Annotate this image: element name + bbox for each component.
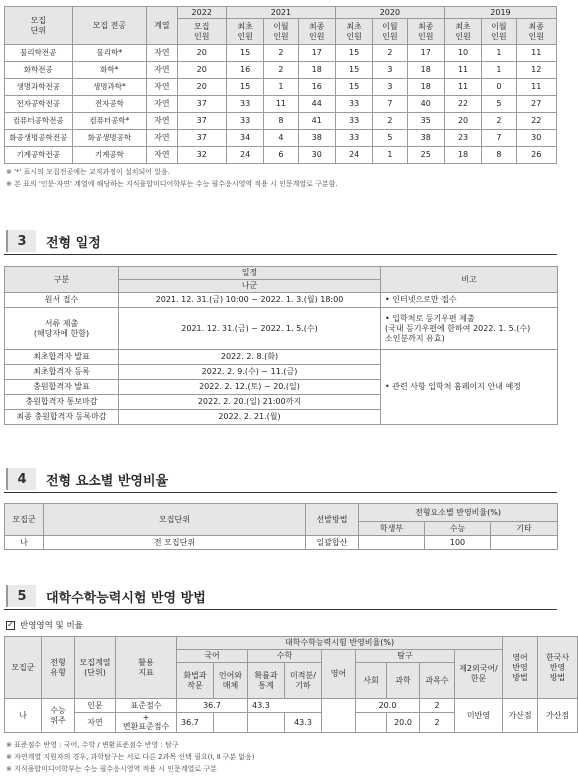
row-value: 44 — [298, 96, 335, 113]
th-first: 최초 인원 — [444, 19, 481, 45]
csat-social-value: 20.0 — [356, 699, 420, 713]
csat-count-value: 2 — [420, 699, 455, 713]
row-value: 25 — [407, 147, 444, 164]
row-value: 2 — [264, 62, 298, 79]
ratio-group: 나 — [5, 536, 44, 550]
csat-note-1: ※ 표준점수 반영 : 국어, 수학 / 변환표준점수 반영 : 탐구 — [6, 741, 179, 749]
th-2021: 2021 — [226, 7, 335, 19]
row-value: 4 — [264, 130, 298, 147]
table-row — [5, 113, 557, 130]
th-division: 구분 — [5, 267, 119, 293]
csat-eng-method: 가산점 — [503, 699, 538, 733]
row-value: 11 — [516, 45, 556, 62]
row-unit: 물리학전공 — [5, 45, 73, 62]
th-track: 모집계열 (단위) — [75, 637, 116, 699]
th-carry: 이월 인원 — [482, 19, 516, 45]
row-value: 17 — [298, 45, 335, 62]
row-value: 33 — [335, 130, 372, 147]
row-value: 16 — [226, 62, 263, 79]
section-3-title: 전형 일정 — [46, 235, 101, 251]
ratio-unit: 전 모집단위 — [44, 536, 306, 550]
table-row — [5, 96, 557, 113]
row-unit: 전자공학전공 — [5, 96, 73, 113]
th-first: 최초 인원 — [226, 19, 263, 45]
th-major: 모집 전공 — [72, 7, 147, 45]
th-science: 과학 — [387, 663, 420, 699]
row-value: 38 — [407, 130, 444, 147]
row-value: 10 — [444, 45, 481, 62]
csat-math-value: 43.3 — [248, 699, 322, 713]
row-value: 24 — [226, 147, 263, 164]
row-track: 자연 — [147, 130, 177, 147]
th-ratio: 전형요소별 반영비율(%) — [359, 504, 558, 522]
row-value: 11 — [264, 96, 298, 113]
csat-social-empty — [356, 713, 387, 733]
row-value: 15 — [226, 79, 263, 96]
th-csat-ratio: 대학수학능력시험 반영비율(%) — [177, 637, 503, 650]
th-lang2: 제2외국어/ 한문 — [455, 650, 503, 699]
schedule-table-wrap — [4, 266, 557, 425]
row-value: 7 — [373, 96, 407, 113]
row-value: 11 — [444, 79, 481, 96]
row-track: 자연 — [147, 79, 177, 96]
th-index: 활용 지표 — [116, 637, 177, 699]
th-carry: 이월 인원 — [373, 19, 407, 45]
section-4-header — [6, 468, 168, 490]
th-type: 전형 유형 — [42, 637, 75, 699]
ratio-csat: 100 — [425, 536, 491, 550]
schedule-date: 2022. 2. 8.(화) — [119, 350, 381, 365]
row-value: 33 — [226, 96, 263, 113]
section-3-divider — [4, 254, 557, 255]
row-value: 37 — [177, 96, 226, 113]
csat-kor-value: 36.7 — [177, 699, 248, 713]
row-value: 26 — [516, 147, 556, 164]
row-value: 2 — [373, 113, 407, 130]
schedule-remark: • 관련 사항 입학처 홈페이지 안내 예정 — [381, 350, 558, 425]
row-value: 18 — [444, 147, 481, 164]
section-3-number: 3 — [6, 230, 36, 252]
schedule-remark: • 입학처로 등기우편 제출 (국내 등기우편에 한하여 2022. 1. 5.(수) 소인분까지 유효) — [381, 308, 558, 350]
row-value: 32 — [177, 147, 226, 164]
row-track: 자연 — [147, 62, 177, 79]
csat-note-2: ※ 자연계열 지원자의 경우, 과학탐구는 서로 다른 2과목 선택 필요(Ⅰ, Ⅱ 구분 없음) — [6, 753, 255, 761]
row-major: 컴퓨터공학* — [72, 113, 147, 130]
row-track: 자연 — [147, 113, 177, 130]
row-track: 자연 — [147, 147, 177, 164]
row-value: 20 — [444, 113, 481, 130]
th-etc: 기타 — [491, 522, 558, 536]
th-unit: 모집단위 — [44, 504, 306, 536]
row-value: 2 — [264, 45, 298, 62]
row-value: 18 — [407, 62, 444, 79]
th-kor-media: 언어와 매체 — [214, 663, 248, 699]
row-value: 2 — [482, 113, 516, 130]
row-major: 화공생명공학 — [72, 130, 147, 147]
row-value: 6 — [264, 147, 298, 164]
row-unit: 컴퓨터공학전공 — [5, 113, 73, 130]
th-2020: 2020 — [335, 7, 444, 19]
schedule-remark: • 인터넷으로만 접수 — [381, 293, 558, 308]
ratio-table — [4, 503, 558, 550]
th-schedule: 일정 — [119, 267, 381, 280]
row-value: 30 — [516, 130, 556, 147]
schedule-date: 2021. 12. 31.(금) ~ 2022. 1. 5.(수) — [119, 308, 381, 350]
row-value: 41 — [298, 113, 335, 130]
th-math-calc: 미적분/ 기하 — [285, 663, 322, 699]
th-track: 계열 — [147, 7, 177, 45]
row-value: 3 — [373, 62, 407, 79]
th-hist-method: 한국사 반영 방법 — [538, 637, 578, 699]
table-row — [5, 62, 557, 79]
schedule-table — [4, 266, 558, 425]
row-value: 15 — [335, 79, 372, 96]
row-value: 5 — [482, 96, 516, 113]
th-korean: 국어 — [177, 650, 248, 663]
th-social: 사회 — [356, 663, 387, 699]
row-value: 37 — [177, 130, 226, 147]
row-value: 16 — [298, 79, 335, 96]
row-unit: 기계공학전공 — [5, 147, 73, 164]
section-5-subheading — [6, 619, 83, 631]
csat-count-value: 2 — [420, 713, 455, 733]
ratio-etc — [491, 536, 558, 550]
schedule-label: 최초합격자 발표 — [5, 350, 119, 365]
row-value: 22 — [444, 96, 481, 113]
row-value: 15 — [226, 45, 263, 62]
section-5-subheading-text: 반영영역 및 비율 — [20, 621, 83, 631]
th-2019: 2019 — [444, 7, 556, 19]
section-5-header — [6, 585, 206, 607]
row-value: 18 — [298, 62, 335, 79]
table1-note-2: ※ 본 표의 '인문·자연' 계열에 해당하는 지식융합미디어학부는 수능 필수응시영역 적용 시 인문계열로 구분함. — [6, 180, 338, 188]
row-major: 생명과학* — [72, 79, 147, 96]
th-recruit: 모집 인원 — [177, 19, 226, 45]
row-value: 30 — [298, 147, 335, 164]
th-group-na: 나군 — [119, 280, 381, 293]
row-value: 22 — [516, 113, 556, 130]
th-csat: 수능 — [425, 522, 491, 536]
row-value: 11 — [444, 62, 481, 79]
table-row — [5, 130, 557, 147]
th-carry: 이월 인원 — [264, 19, 298, 45]
row-value: 1 — [482, 45, 516, 62]
csat-type: 수능 위주 — [42, 699, 75, 733]
table1-note-1: ※ '*' 표시의 모집전공에는 교직과정이 설치되어 있음. — [6, 168, 171, 176]
section-5-number: 5 — [6, 585, 36, 607]
ratio-method: 일괄합산 — [306, 536, 359, 550]
recruitment-table — [4, 6, 557, 164]
schedule-label: 충원합격자 발표 — [5, 380, 119, 395]
row-value: 40 — [407, 96, 444, 113]
checkbox-checked-icon: ✓ — [7, 620, 14, 629]
row-unit: 화학전공 — [5, 62, 73, 79]
row-major: 물리학* — [72, 45, 147, 62]
schedule-date: 2022. 2. 9.(수) ~ 11.(금) — [119, 365, 381, 380]
row-value: 7 — [482, 130, 516, 147]
ratio-record — [359, 536, 425, 550]
table-row — [5, 45, 557, 62]
th-kor-speech: 화법과 작문 — [177, 663, 214, 699]
csat-hist-method: 가산점 — [538, 699, 578, 733]
csat-note-3: ※ 지식융합미디어학부는 수능 필수응시영역 적용 시 인문계열로 구분 — [6, 765, 217, 773]
row-value: 5 — [373, 130, 407, 147]
csat-track-humanities: 인문 — [75, 699, 116, 713]
ratio-table-wrap — [4, 503, 557, 550]
schedule-label: 충원합격자 통보마감 — [5, 395, 119, 410]
row-track: 자연 — [147, 96, 177, 113]
th-english: 영어 — [322, 650, 356, 699]
th-2022: 2022 — [177, 7, 226, 19]
table-row — [5, 147, 557, 164]
schedule-date: 2021. 12. 31.(금) 10:00 ~ 2022. 1. 3.(월) 18:00 — [119, 293, 381, 308]
csat-group: 나 — [5, 699, 42, 733]
th-math-stat: 확률과 통계 — [248, 663, 285, 699]
th-method: 선발방법 — [306, 504, 359, 536]
row-track: 자연 — [147, 45, 177, 62]
th-first: 최초 인원 — [335, 19, 372, 45]
row-value: 1 — [264, 79, 298, 96]
row-value: 37 — [177, 113, 226, 130]
schedule-label: 서류 제출 (해당자에 한함) — [5, 308, 119, 350]
th-inquiry: 탐구 — [356, 650, 455, 663]
th-final: 최종 인원 — [298, 19, 335, 45]
csat-eng-value — [322, 699, 356, 733]
row-value: 2 — [373, 45, 407, 62]
row-value: 1 — [482, 62, 516, 79]
row-value: 38 — [298, 130, 335, 147]
th-math: 수학 — [248, 650, 322, 663]
csat-index-1: 표준점수 — [116, 699, 177, 713]
row-major: 전자공학 — [72, 96, 147, 113]
row-value: 20 — [177, 45, 226, 62]
row-value: 33 — [335, 113, 372, 130]
row-value: 24 — [335, 147, 372, 164]
row-major: 기계공학 — [72, 147, 147, 164]
row-major: 화학* — [72, 62, 147, 79]
section-4-divider — [4, 492, 557, 493]
row-unit: 생명과학전공 — [5, 79, 73, 96]
row-value: 35 — [407, 113, 444, 130]
th-subject-count: 과목수 — [420, 663, 455, 699]
th-final: 최종 인원 — [407, 19, 444, 45]
row-value: 27 — [516, 96, 556, 113]
row-value: 1 — [373, 147, 407, 164]
section-4-number: 4 — [6, 468, 36, 490]
schedule-label: 최초합격자 등록 — [5, 365, 119, 380]
row-value: 17 — [407, 45, 444, 62]
schedule-label: 최종 충원합격자 등록마감 — [5, 410, 119, 425]
csat-kor-empty — [214, 713, 248, 733]
th-group: 모집군 — [5, 637, 42, 699]
schedule-date: 2022. 2. 12.(토) ~ 20.(일) — [119, 380, 381, 395]
row-value: 33 — [226, 113, 263, 130]
section-5-divider — [4, 609, 557, 610]
th-final: 최종 인원 — [516, 19, 556, 45]
row-value: 3 — [373, 79, 407, 96]
th-unit: 모집 단위 — [5, 7, 73, 45]
table-row — [5, 79, 557, 96]
csat-table-wrap — [4, 636, 570, 733]
row-value: 34 — [226, 130, 263, 147]
th-record: 학생부 — [359, 522, 425, 536]
row-value: 18 — [407, 79, 444, 96]
th-remark: 비고 — [381, 267, 558, 293]
csat-math-value: 43.3 — [285, 713, 322, 733]
row-value: 15 — [335, 62, 372, 79]
csat-science-value: 20.0 — [387, 713, 420, 733]
row-value: 0 — [482, 79, 516, 96]
row-value: 33 — [335, 96, 372, 113]
th-group: 모집군 — [5, 504, 44, 536]
row-value: 11 — [516, 79, 556, 96]
row-value: 20 — [177, 79, 226, 96]
csat-kor-value: 36.7 — [177, 713, 214, 733]
csat-index-2: + 변환표준점수 — [116, 713, 177, 733]
th-eng-method: 영어 반영 방법 — [503, 637, 538, 699]
row-value: 8 — [264, 113, 298, 130]
section-5-title: 대학수학능력시험 반영 방법 — [46, 590, 206, 606]
row-value: 15 — [335, 45, 372, 62]
section-3-header — [6, 230, 101, 252]
csat-math-empty — [248, 713, 285, 733]
section-4-title: 전형 요소별 반영비율 — [46, 473, 169, 489]
row-value: 20 — [177, 62, 226, 79]
csat-lang2-value: 미반영 — [455, 699, 503, 733]
schedule-label: 원서 접수 — [5, 293, 119, 308]
row-value: 12 — [516, 62, 556, 79]
row-unit: 화공생명공학전공 — [5, 130, 73, 147]
schedule-date: 2022. 2. 20.(일) 21:00까지 — [119, 395, 381, 410]
schedule-date: 2022. 2. 21.(월) — [119, 410, 381, 425]
row-value: 8 — [482, 147, 516, 164]
csat-track-science: 자연 — [75, 713, 116, 733]
recruitment-table-wrap — [4, 6, 557, 164]
row-value: 23 — [444, 130, 481, 147]
csat-table — [4, 636, 578, 733]
